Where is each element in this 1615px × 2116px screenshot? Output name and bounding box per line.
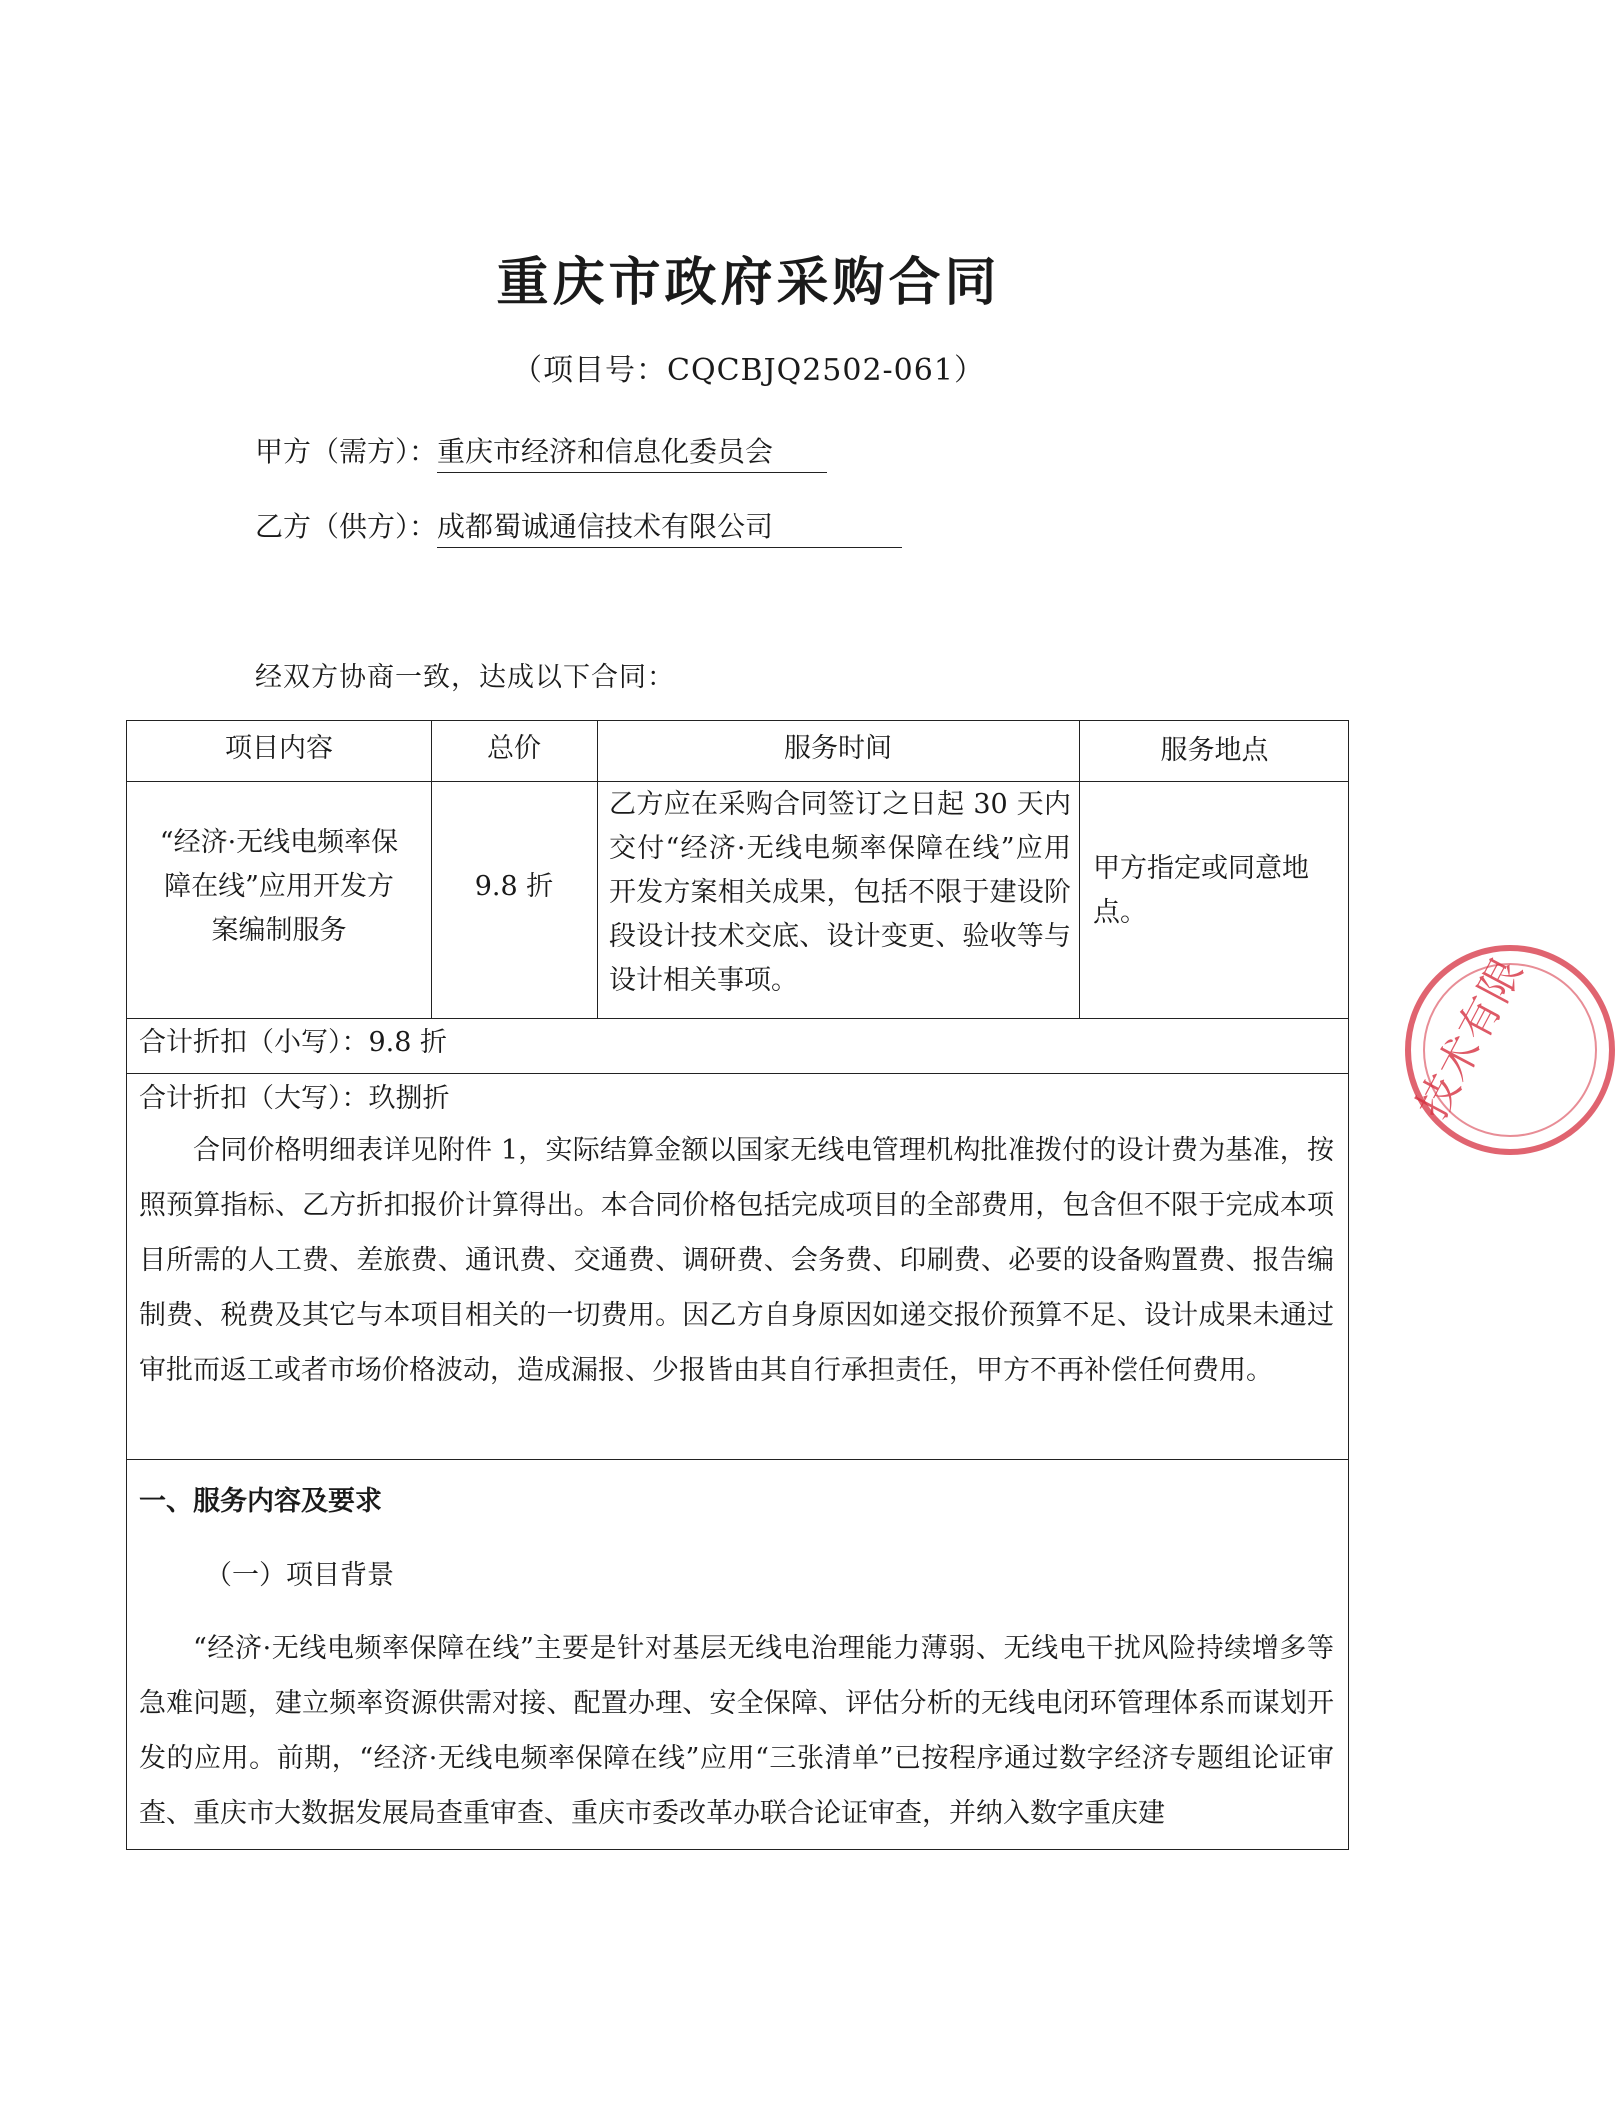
cell-place: 甲方指定或同意地点。 — [1093, 853, 1309, 928]
divider — [127, 1459, 1348, 1460]
total-lower: 合计折扣（小写）：9.8 折 — [139, 1027, 448, 1058]
divider — [127, 1018, 1348, 1019]
cell-content: “经济·无线电频率保障在线”应用开发方案编制服务 — [159, 827, 399, 946]
cell-price: 9.8 折 — [474, 871, 554, 902]
cell-time: 乙方应在采购合同签订之日起 30 天内交付“经济·无线电频率保障在线”应用开发方案相关成果，包括不限于建设阶段设计技术交底、设计变更、验收等与设计相关事项。 — [609, 789, 1071, 996]
divider — [127, 781, 1348, 782]
document-title: 重庆市政府采购合同 — [496, 253, 1001, 313]
project-number: （项目号：CQCBJQ2502-061） — [512, 353, 985, 388]
company-seal — [1405, 945, 1615, 1155]
header-place: 服务地点 — [1160, 735, 1269, 766]
header-time: 服务时间 — [784, 733, 892, 764]
price-note: 合同价格明细表详见附件 1，实际结算金额以国家无线电管理机构批准拨付的设计费为基准，按照预算指标、乙方折扣报价计算得出。本合同价格包括完成项目的全部费用，包含但不限于完成本项目所需的人工费、差旅费、通讯费、交通费、调研费、会务费、印刷费、必要的设备购置费、报告编制费、税费及其它与本项目相关的一切费用。因乙方自身原因如递交报价预算不足、设计成果未通过审批而返工或者市场价格波动，造成漏报、少报皆由其自行承担责任，甲方不再补偿任何费用。 — [139, 1135, 1334, 1386]
intro-text: 经双方协商一致，达成以下合同： — [255, 662, 675, 693]
party-a-value: 重庆市经济和信息化委员会 — [437, 430, 827, 473]
party-a — [255, 430, 827, 473]
total-upper: 合计折扣（大写）：玖捌折 — [139, 1083, 450, 1114]
contract-table — [126, 720, 1349, 1850]
party-b — [255, 505, 902, 548]
header-content: 项目内容 — [225, 733, 333, 764]
sub-heading: （一）项目背景 — [205, 1560, 394, 1591]
divider — [127, 1073, 1348, 1074]
party-b-value: 成都蜀诚通信技术有限公司 — [437, 505, 902, 548]
background-paragraph: “经济·无线电频率保障在线”主要是针对基层无线电治理能力薄弱、无线电干扰风险持续增多等急难问题，建立频率资源供需对接、配置办理、安全保障、评估分析的无线电闭环管理体系而谋划开发的应用。前期，“经济·无线电频率保障在线”应用“三张清单”已按程序通过数字经济专题组论证审查、重庆市大数据发展局查重审查、重庆市委改革办联合论证审查，并纳入数字重庆建 — [139, 1633, 1334, 1829]
seal-text: 技术有限 — [1406, 948, 1533, 1127]
party-a-label: 甲方（需方）： — [255, 435, 438, 468]
header-price: 总价 — [487, 733, 541, 764]
party-b-label: 乙方（供方）： — [255, 510, 438, 543]
section-heading: 一、服务内容及要求 — [139, 1486, 382, 1517]
